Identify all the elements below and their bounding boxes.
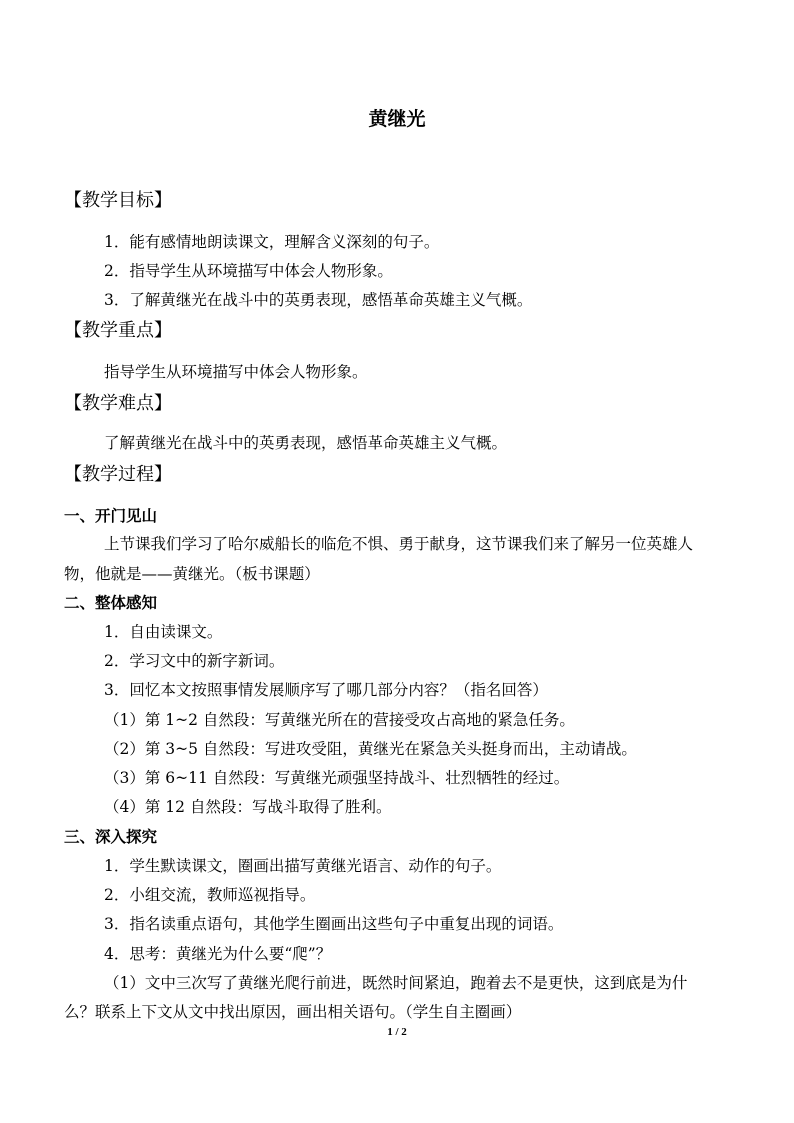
document-title: 黄继光 [368,108,426,130]
goal-item: 1．能有感情地朗读课文，理解含义深刻的句子。 [104,233,440,251]
paragraph-line: 物，他就是——黄继光。（板书课题） [64,565,320,583]
focus-heading: 【教学重点】 [64,320,172,341]
part2-heading: 二、整体感知 [64,594,158,612]
list-item: （1）文中三次写了黄继光爬行前进，既然时间紧迫，跑着去不是更快，这到底是为什 [104,974,688,992]
process-heading: 【教学过程】 [64,464,172,485]
goal-item: 2．指导学生从环境描写中体会人物形象。 [104,262,393,280]
list-item: 么？联系上下文从文中找出原因，画出相关语句。（学生自主圈画） [64,1003,522,1021]
list-item: 2．学习文中的新字新词。 [104,652,285,670]
list-item: （1）第 1~2 自然段：写黄继光所在的营接受攻占高地的紧急任务。 [104,711,575,729]
list-item: （3）第 6~11 自然段：写黄继光顽强坚持战斗、壮烈牺牲的经过。 [104,769,570,787]
goal-item: 3．了解黄继光在战斗中的英勇表现，感悟革命英雄主义气概。 [104,291,533,309]
difficulty-text: 了解黄继光在战斗中的英勇表现，感悟革命英雄主义气概。 [104,434,508,452]
goals-heading: 【教学目标】 [64,190,172,211]
focus-text: 指导学生从环境描写中体会人物形象。 [104,363,368,381]
list-item: 1．自由读课文。 [104,623,223,641]
list-item: （2）第 3~5 自然段：写进攻受阻，黄继光在紧急关头挺身而出，主动请战。 [104,740,637,758]
difficulty-heading: 【教学难点】 [64,393,172,414]
list-item: 3．回忆本文按照事情发展顺序写了哪几部分内容？（指名回答） [104,681,548,699]
list-item: （4）第 12 自然段：写战斗取得了胜利。 [104,798,392,816]
page-number: 1 / 2 [387,1026,407,1038]
paragraph-line: 上节课我们学习了哈尔威船长的临危不惧、勇于献身，这节课我们来了解另一位英雄人 [104,535,694,553]
part3-heading: 三、深入探究 [64,828,158,846]
list-item: 4．思考：黄继光为什么要“爬”？ [104,945,332,963]
list-item: 2．小组交流，教师巡视指导。 [104,886,316,904]
part1-heading: 一、开门见山 [64,507,158,525]
list-item: 1．学生默读课文，圈画出描写黄继光语言、动作的句子。 [104,857,502,875]
list-item: 3．指名读重点语句，其他学生圈画出这些句子中重复出现的词语。 [104,915,564,933]
